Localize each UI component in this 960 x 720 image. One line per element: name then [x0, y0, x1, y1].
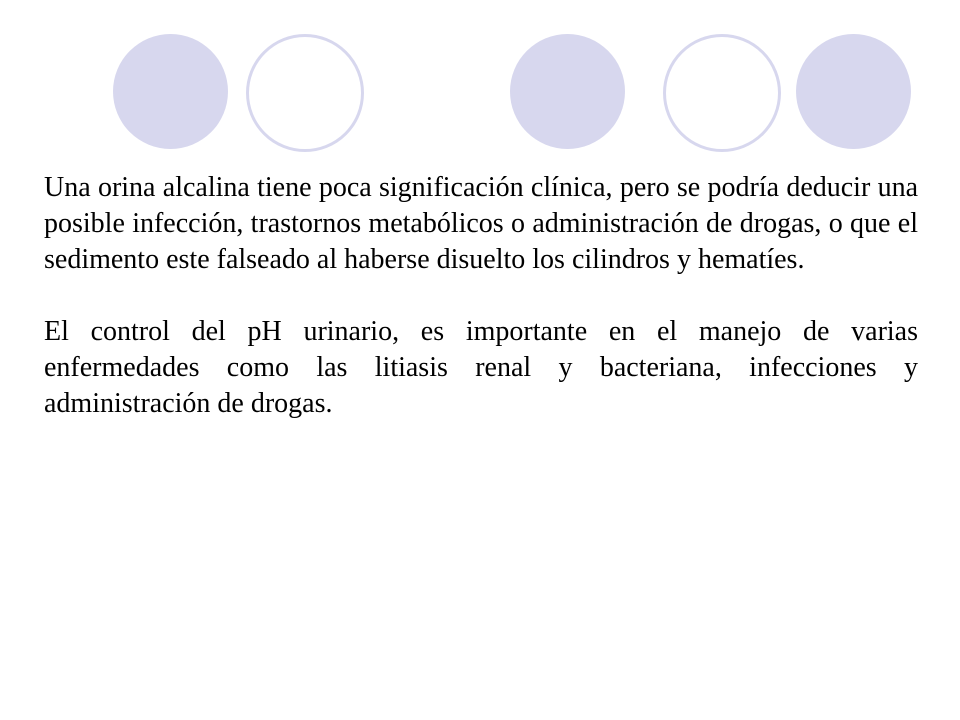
outline-circle-decoration	[246, 34, 364, 152]
paragraph-ph-control: El control del pH urinario, es importante en el manejo de varias enfermedades como las litiasis renal y bacteriana, infecciones y administración de drogas.	[44, 316, 918, 419]
outline-circle-decoration	[663, 34, 781, 152]
filled-circle-decoration	[510, 34, 625, 149]
slide-body-text	[44, 170, 918, 422]
paragraph-alkaline-urine: Una orina alcalina tiene poca significación clínica, pero se podría deducir una posible infección, trastornos metabólicos o administración de drogas, o que el sedimento este falseado al haberse disuelto los cilindros y hematíes.	[44, 172, 918, 275]
filled-circle-decoration	[113, 34, 228, 149]
filled-circle-decoration	[796, 34, 911, 149]
